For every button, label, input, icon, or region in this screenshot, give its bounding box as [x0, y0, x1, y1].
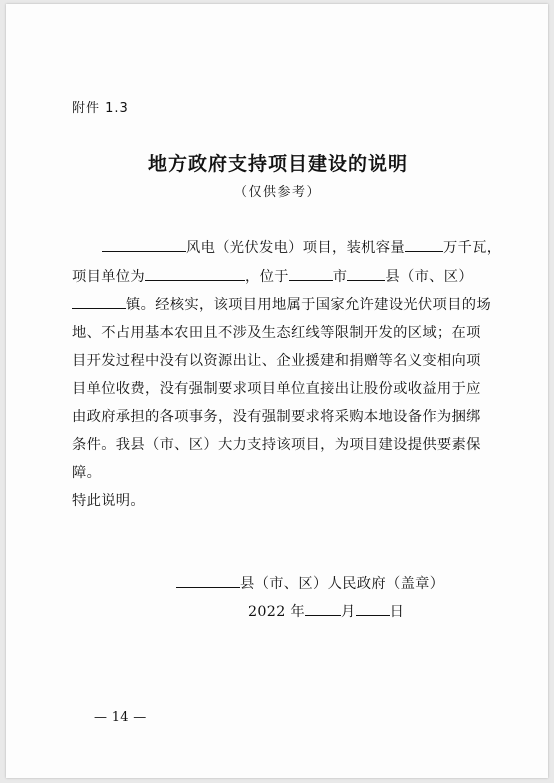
page-number: — 14 — — [94, 710, 147, 725]
document-subtitle: （仅供参考） — [234, 185, 322, 200]
date-month: 月 — [341, 604, 356, 620]
blank-month — [305, 603, 341, 616]
blank-county — [347, 268, 385, 281]
body-text: 万千瓦， — [442, 240, 502, 256]
date-year: 2022 年 — [248, 604, 306, 620]
body-line-7: 由政府承担的各项事务，没有强制要求将采购本地设备作为捆绑 — [72, 409, 481, 425]
body-text: 市 — [332, 269, 348, 285]
document-title: 地方政府支持项目建设的说明 — [148, 153, 409, 175]
blank-day — [356, 603, 390, 616]
blank-capacity — [405, 239, 443, 252]
blank-county-name — [176, 575, 240, 588]
blank-city — [289, 268, 333, 281]
body-line-9: 障。 — [72, 465, 102, 481]
body-line-8: 条件。我县（市、区）大力支持该项目，为项目建设提供要素保 — [72, 437, 481, 453]
document-page — [6, 4, 548, 778]
signature-government — [176, 573, 444, 593]
blank-project-name — [102, 239, 186, 252]
body-line-1 — [102, 237, 501, 257]
body-line-2 — [72, 266, 473, 286]
date-day: 日 — [389, 604, 405, 620]
signature-text: 县（市、区）人民政府（盖章） — [240, 576, 445, 592]
blank-project-unit — [145, 268, 245, 281]
body-text: 镇。经核实，该项目用地属于国家允许建设光伏项目的场 — [126, 297, 491, 313]
signature-date — [248, 601, 404, 621]
body-line-3 — [72, 294, 491, 314]
body-text: 风电（光伏发电）项目，装机容量 — [186, 240, 405, 256]
body-text: 县（市、区） — [385, 269, 473, 285]
body-line-4: 地、不占用基本农田且不涉及生态红线等限制开发的区域；在项 — [72, 325, 481, 341]
closing-text: 特此说明。 — [72, 493, 145, 509]
body-line-5: 目开发过程中没有以资源出让、企业援建和捐赠等名义变相向项 — [72, 353, 481, 369]
body-line-6: 目单位收费，没有强制要求项目单位直接出让股份或收益用于应 — [72, 381, 481, 397]
annex-label: 附件 1.3 — [72, 101, 129, 116]
blank-town — [72, 296, 126, 309]
body-text: 项目单位为 — [72, 269, 145, 285]
body-text: ，位于 — [244, 269, 289, 285]
